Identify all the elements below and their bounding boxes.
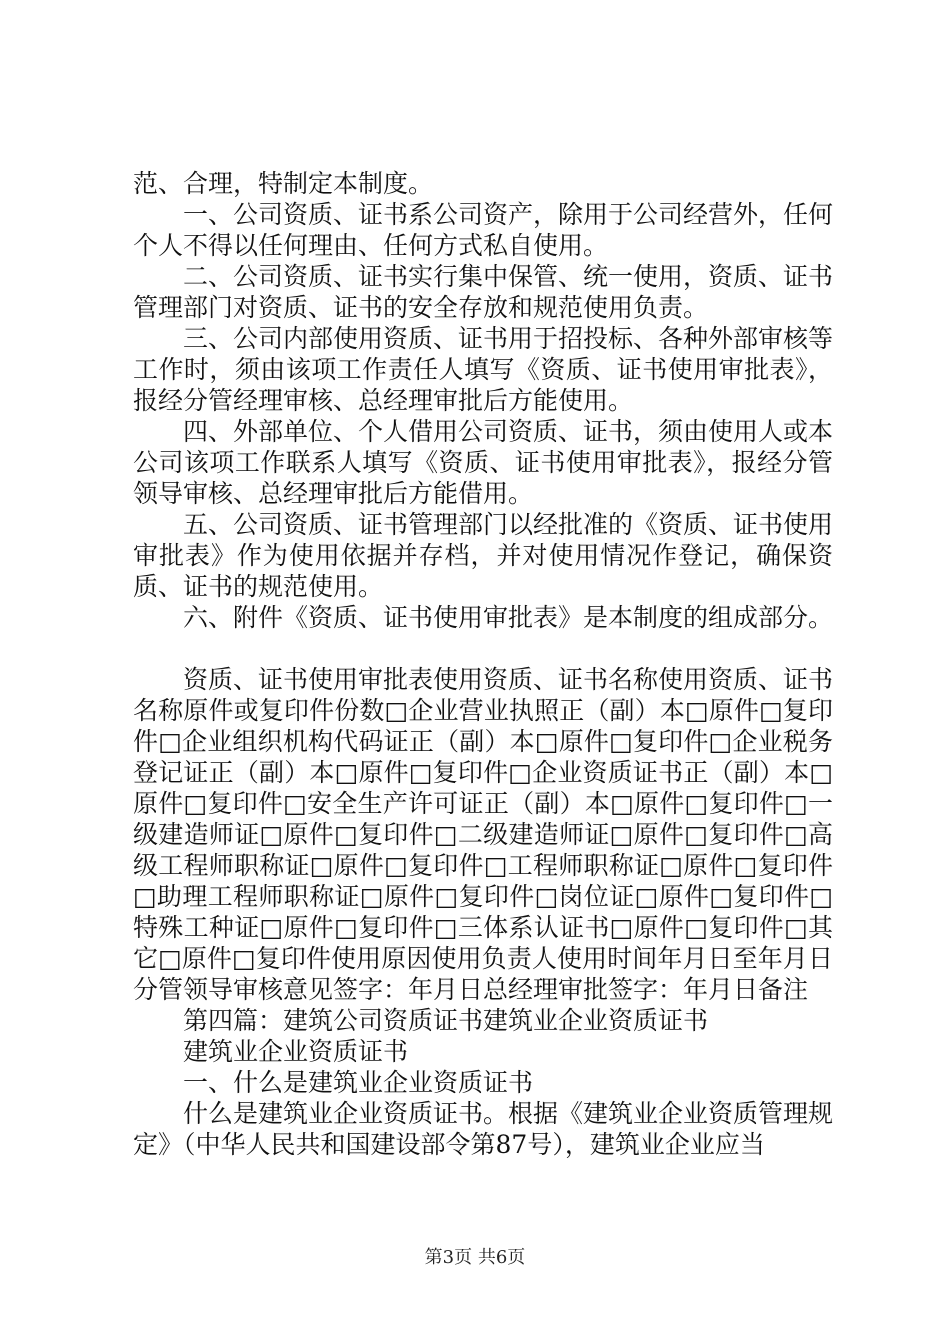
section-question-heading: 一、什么是建筑业企业资质证书 [183,1068,534,1097]
section-heading-part-4: 第四篇：建筑公司资质证书建筑业企业资质证书 [183,1006,709,1035]
page-footer: 第3页 共6页 [424,1247,526,1268]
paragraph-rule-3: 三、公司内部使用资质、证书用于招投标、各种外部审核等工作时，须由该项工作责任人填写《资质、证书使用审批表》，报经分管经理审核、总经理审批后方能使用。 [133,324,834,415]
paragraph-definition: 什么是建筑业企业资质证书。根据《建筑业企业资质管理规定》（中华人民共和国建设部令第87号），建筑业企业应当 [133,1099,834,1159]
paragraph-rule-1: 一、公司资质、证书系公司资产，除用于公司经营外，任何个人不得以任何理由、任何方式私自使用。 [133,200,834,260]
paragraph-intro-tail: 范、合理，特制定本制度。 [133,169,434,198]
paragraph-rule-6: 六、附件《资质、证书使用审批表》是本制度的组成部分。 [183,603,834,632]
paragraph-rule-2: 二、公司资质、证书实行集中保管、统一使用，资质、证书管理部门对资质、证书的安全存放和规范使用负责。 [133,262,834,322]
paragraph-approval-form: 资质、证书使用审批表使用资质、证书名称使用资质、证书名称原件或复印件份数□企业营业执照正（副）本□原件□复印件□企业组织机构代码证正（副）本□原件□复印件□企业税务登记证正（副）本□原件□复印件□企业资质证书正（副）本□原件□复印件□安全生产许可证正（副）本□原件□复印件□一级建造师证□原件□复印件□二级建造师证□原件□复印件□高级工程师职称证□原件□复印件□工程师职称证□原件□复印件□助理工程师职称证□原件□复印件□岗位证□原件□复印件□特殊工种证□原件□复印件□三体系认证书□原件□复印件□其它□原件□复印件使用原因使用负责人使用时间年月日至年月日分管领导审核意见签字：年月日总经理审批签字：年月日备注 [133,665,834,1004]
paragraph-rule-4: 四、外部单位、个人借用公司资质、证书，须由使用人或本公司该项工作联系人填写《资质、证书使用审批表》，报经分管领导审核、总经理审批后方能借用。 [133,417,834,508]
paragraph-rule-5: 五、公司资质、证书管理部门以经批准的《资质、证书使用审批表》作为使用依据并存档，并对使用情况作登记，确保资质、证书的规范使用。 [133,510,834,601]
document-body [133,168,833,1160]
section-subheading: 建筑业企业资质证书 [183,1037,409,1066]
